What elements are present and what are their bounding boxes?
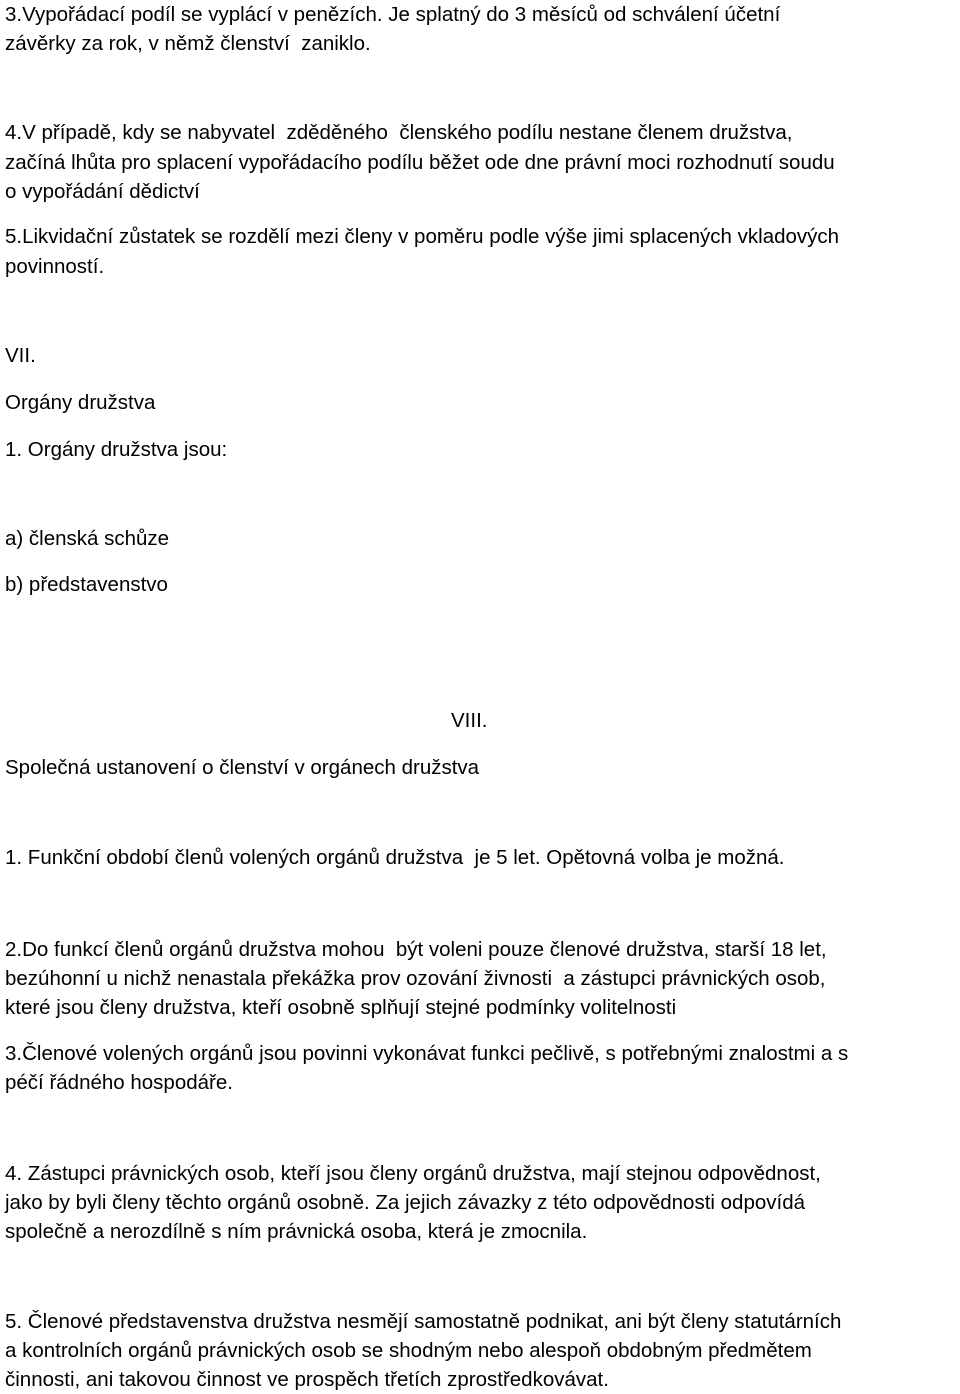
list-item: a) členská schůze xyxy=(5,527,170,550)
list-item: b) představenstvo xyxy=(5,573,168,596)
text-line: 3.Členové volených orgánů jsou povinni vykonávat funkci pečlivě, s potřebnými znalostmi a s xyxy=(5,1042,849,1065)
text-line: 5.Likvidační zůstatek se rozdělí mezi členy v poměru podle výše jimi splacených vkladových xyxy=(5,225,840,248)
text-line: jako by byli členy těchto orgánů osobně. Za jejich závazky z této odpovědnosti odpovídá xyxy=(5,1191,805,1214)
text-line: 4.V případě, kdy se nabyvatel zděděného členského podílu nestane členem družstva, xyxy=(5,121,793,144)
section-title: Společná ustanovení o členství v orgánech družstva xyxy=(5,756,480,779)
text-line: závěrky za rok, v němž členství zaniklo. xyxy=(5,32,371,55)
text-line: bezúhonní u nichž nenastala překážka prov ozování živnosti a zástupci právnických osob, xyxy=(5,967,826,990)
text-line: společně a nerozdílně s ním právnická osoba, která je zmocnila. xyxy=(5,1220,588,1243)
text-line: začíná lhůta pro splacení vypořádacího podílu běžet ode dne právní moci rozhodnutí soudu xyxy=(5,151,835,174)
text-line: péčí řádného hospodáře. xyxy=(5,1071,233,1094)
text-line: činnosti, ani takovou činnost ve prospěch třetích zprostředkovávat. xyxy=(5,1368,609,1391)
text-line: které jsou členy družstva, kteří osobně splňují stejné podmínky volitelnosti xyxy=(5,996,677,1019)
text-line: 4. Zástupci právnických osob, kteří jsou členy orgánů družstva, mají stejnou odpovědnost, xyxy=(5,1162,821,1185)
text-line: 3.Vypořádací podíl se vyplácí v penězích. Je splatný do 3 měsíců od schválení účetní xyxy=(5,3,781,26)
text-line: 5. Členové představenstva družstva nesmějí samostatně podnikat, ani být členy statutárních xyxy=(5,1310,842,1333)
text-line: povinností. xyxy=(5,255,105,278)
text-line: 1. Funkční období členů volených orgánů družstva je 5 let. Opětovná volba je možná. xyxy=(5,846,785,869)
section-numeral: VII. xyxy=(5,344,36,367)
text-line: o vypořádání dědictví xyxy=(5,180,200,203)
text-line: 2.Do funkcí členů orgánů družstva mohou být voleni pouze členové družstva, starší 18 let, xyxy=(5,938,827,961)
text-line: a kontrolních orgánů právnických osob se shodným nebo alespoň obdobným předmětem xyxy=(5,1339,812,1362)
section-numeral: VIII. xyxy=(451,709,488,732)
section-intro: 1. Orgány družstva jsou: xyxy=(5,438,228,461)
section-title: Orgány družstva xyxy=(5,391,156,414)
